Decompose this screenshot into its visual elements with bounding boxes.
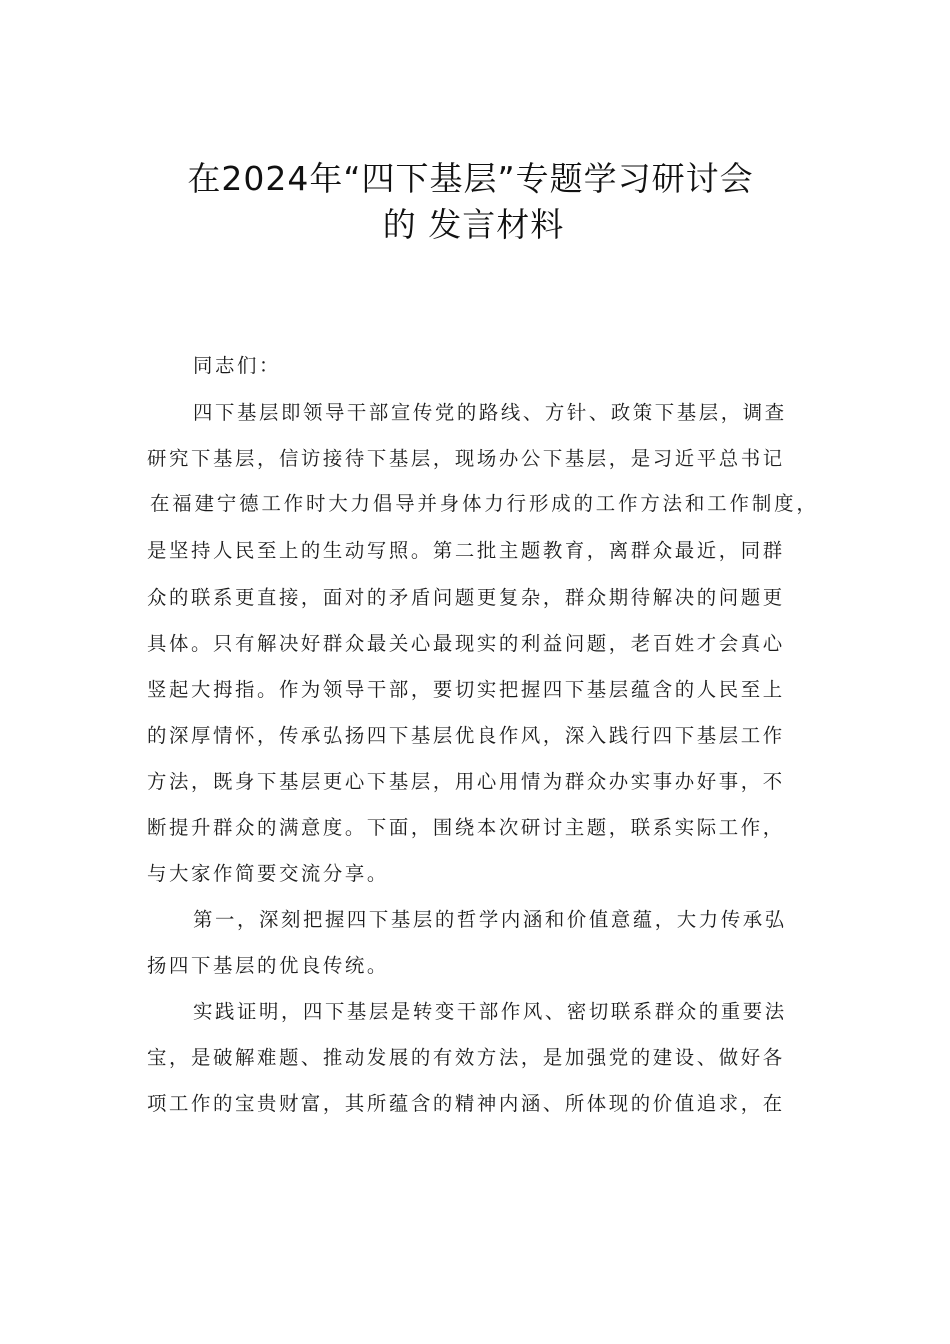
paragraph-line: 的深厚情怀，传承弘扬四下基层优良作风，深入践行四下基层工作 — [147, 724, 785, 747]
paragraph-line: 断提升群众的满意度。下面，围绕本次研讨主题，联系实际工作， — [147, 816, 785, 839]
section-heading-line: 第一，深刻把握四下基层的哲学内涵和价值意蕴，大力传承弘 — [193, 908, 787, 931]
paragraph-line: 是坚持人民至上的生动写照。第二批主题教育，离群众最近，同群 — [147, 539, 785, 562]
paragraph-line: 研究下基层，信访接待下基层，现场办公下基层，是习近平总书记 — [147, 447, 785, 470]
paragraph-line: 具体。只有解决好群众最关心最现实的利益问题，老百姓才会真心 — [147, 632, 785, 655]
document-title — [0, 156, 950, 248]
section-heading-line: 扬四下基层的优良传统。 — [147, 954, 389, 977]
paragraph-line: 实践证明，四下基层是转变干部作风、密切联系群众的重要法 — [193, 1000, 787, 1023]
title-line-1: 在2024年“四下基层”专题学习研讨会 — [187, 159, 754, 198]
title-line-2: 的 发言材料 — [382, 205, 565, 244]
paragraph-line: 项工作的宝贵财富，其所蕴含的精神内涵、所体现的价值追求，在 — [147, 1092, 785, 1115]
paragraph-line: 众的联系更直接，面对的矛盾问题更复杂，群众期待解决的问题更 — [147, 586, 785, 609]
paragraph-line: 四下基层即领导干部宣传党的路线、方针、政策下基层，调查 — [193, 401, 787, 424]
paragraph-line: 宝，是破解难题、推动发展的有效方法，是加强党的建设、做好各 — [147, 1046, 785, 1069]
salutation: 同志们： — [193, 354, 281, 377]
paragraph-line: 与大家作简要交流分享。 — [147, 862, 389, 885]
paragraph-line: 竖起大拇指。作为领导干部，要切实把握四下基层蕴含的人民至上 — [147, 678, 785, 701]
paragraph-line: 方法，既身下基层更心下基层，用心用情为群众办实事办好事，不 — [147, 770, 785, 793]
paragraph-line: 在福建宁德工作时大力倡导并身体力行形成的工作方法和工作制度， — [150, 492, 819, 515]
